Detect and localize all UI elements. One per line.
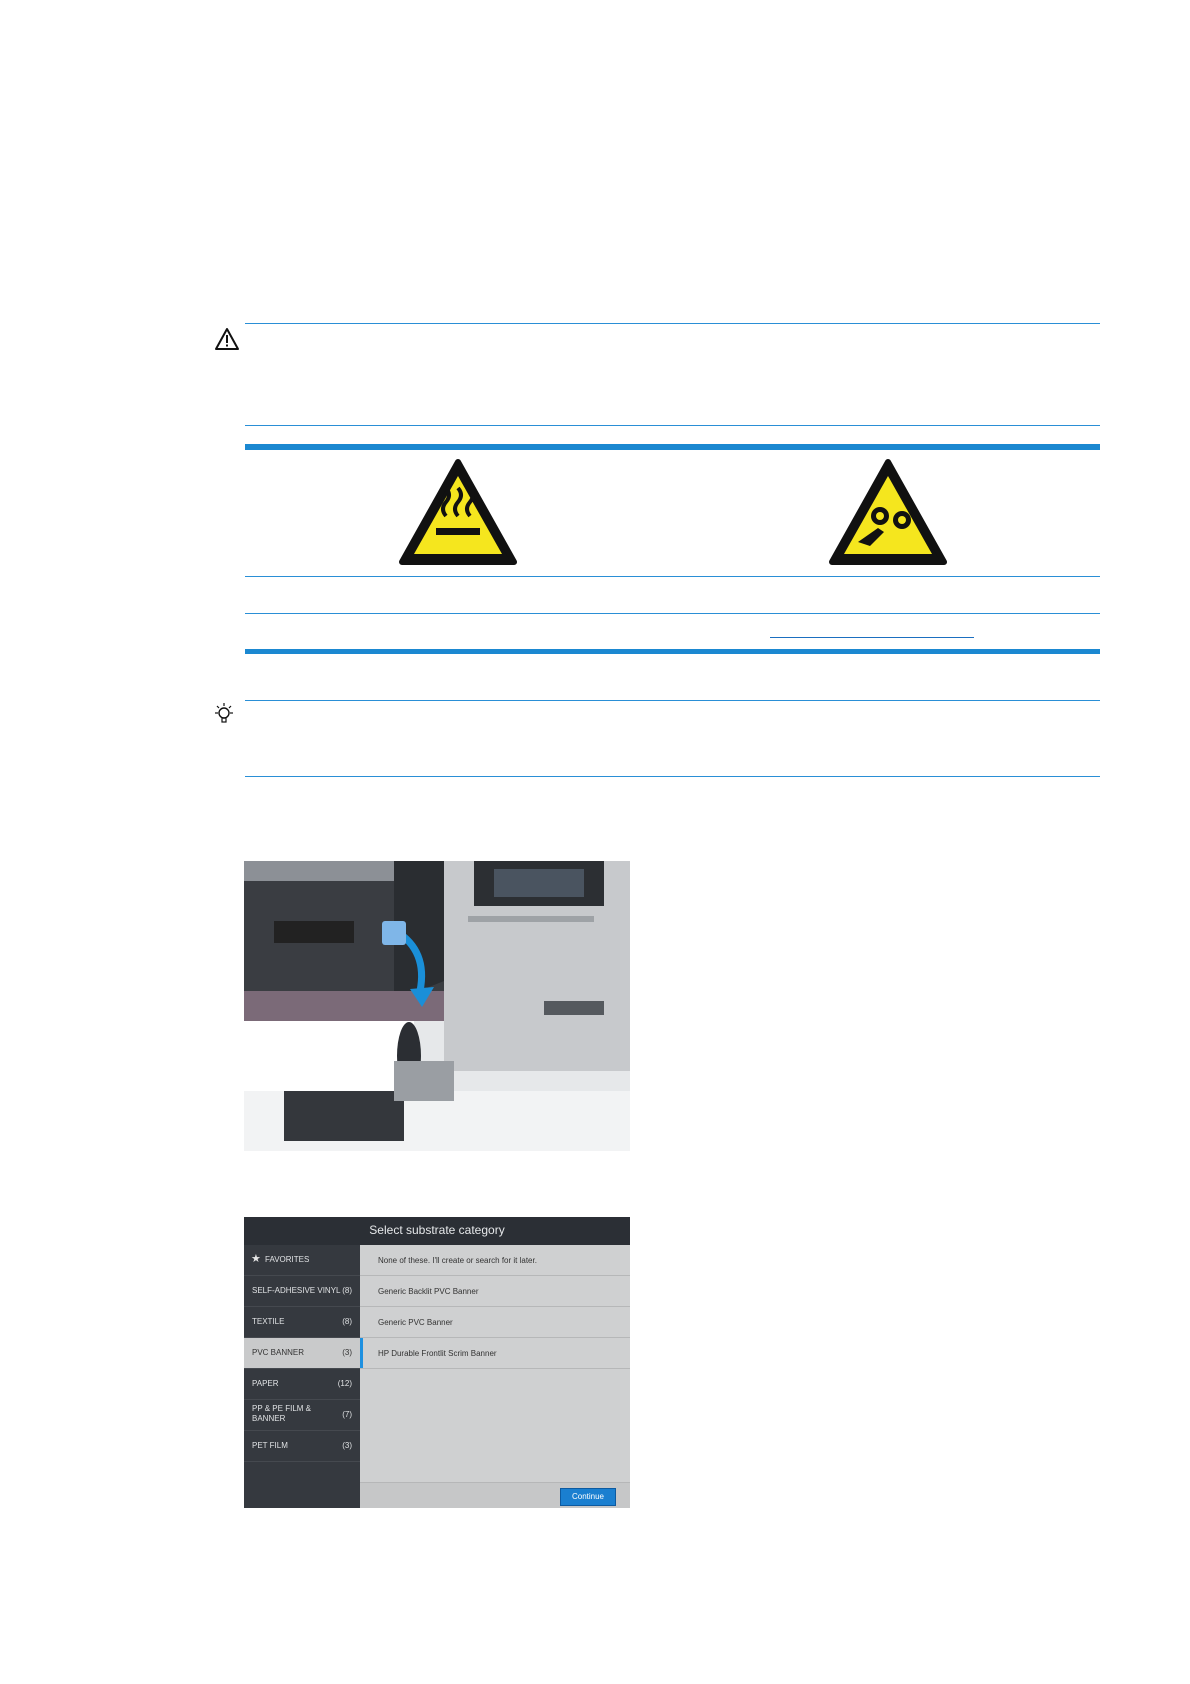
sidebar-item-label: SELF-ADHESIVE VINYL	[252, 1286, 341, 1295]
table-bottom-rule	[245, 649, 1100, 654]
lightbulb-icon	[211, 701, 237, 727]
screen-title: Select substrate category	[369, 1223, 505, 1237]
sidebar-item-count: (12)	[337, 1379, 352, 1388]
tip-bottom-rule	[245, 776, 1100, 777]
list-item-label: Generic Backlit PVC Banner	[378, 1287, 479, 1296]
sidebar-item-count: (8)	[342, 1317, 352, 1326]
table-row-rule-1	[245, 576, 1100, 577]
sidebar-item-label: TEXTILE	[252, 1317, 285, 1326]
screen-title-bar	[244, 1217, 630, 1245]
substrate-list-item[interactable]	[360, 1245, 630, 1276]
substrate-list-item[interactable]	[360, 1338, 630, 1369]
sidebar-item-label: PET FILM	[252, 1441, 288, 1450]
link-underline[interactable]	[770, 637, 974, 638]
sidebar-item-count: (3)	[342, 1348, 352, 1357]
sidebar-item-count: (7)	[342, 1410, 352, 1419]
table-row-rule-2	[245, 613, 1100, 614]
sidebar-item-paper[interactable]	[244, 1369, 360, 1400]
list-item-label: Generic PVC Banner	[378, 1318, 453, 1327]
table-top-rule	[245, 444, 1100, 450]
sidebar-item-self-adhesive-vinyl[interactable]	[244, 1276, 360, 1307]
screen-bottom-bar	[360, 1482, 630, 1508]
sidebar-item-pet-film[interactable]	[244, 1431, 360, 1462]
star-icon: ★	[251, 1253, 261, 1265]
sidebar-item-favorites[interactable]	[244, 1245, 360, 1276]
category-sidebar	[244, 1245, 360, 1508]
list-item-label: None of these. I'll create or search for it later.	[378, 1256, 537, 1265]
substrate-list-item[interactable]	[360, 1276, 630, 1307]
sidebar-item-count: (8)	[342, 1286, 352, 1295]
sidebar-item-label: PVC BANNER	[252, 1348, 305, 1357]
sidebar-item-textile[interactable]	[244, 1307, 360, 1338]
printer-spindle-lever-photo	[244, 861, 630, 1151]
hot-surface-icon	[398, 458, 518, 566]
list-item-label: HP Durable Frontlit Scrim Banner	[378, 1349, 497, 1358]
sidebar-item-label: FAVORITES	[265, 1255, 310, 1264]
warning-top-rule	[245, 323, 1100, 324]
continue-button[interactable]: Continue	[560, 1488, 616, 1506]
sidebar-item-pp-pe-film-banner[interactable]	[244, 1400, 360, 1431]
sidebar-item-count: (3)	[342, 1441, 352, 1450]
warning-triangle-icon	[214, 327, 240, 351]
tip-top-rule	[245, 700, 1100, 701]
hand-crush-gears-icon	[828, 458, 948, 566]
sidebar-item-label: PAPER	[252, 1379, 279, 1388]
substrate-category-screen	[244, 1217, 630, 1508]
warning-bottom-rule	[245, 425, 1100, 426]
substrate-list-item[interactable]	[360, 1307, 630, 1338]
sidebar-item-pvc-banner[interactable]	[244, 1338, 360, 1369]
sidebar-item-label: PP & PE FILM & BANNER	[252, 1404, 311, 1423]
